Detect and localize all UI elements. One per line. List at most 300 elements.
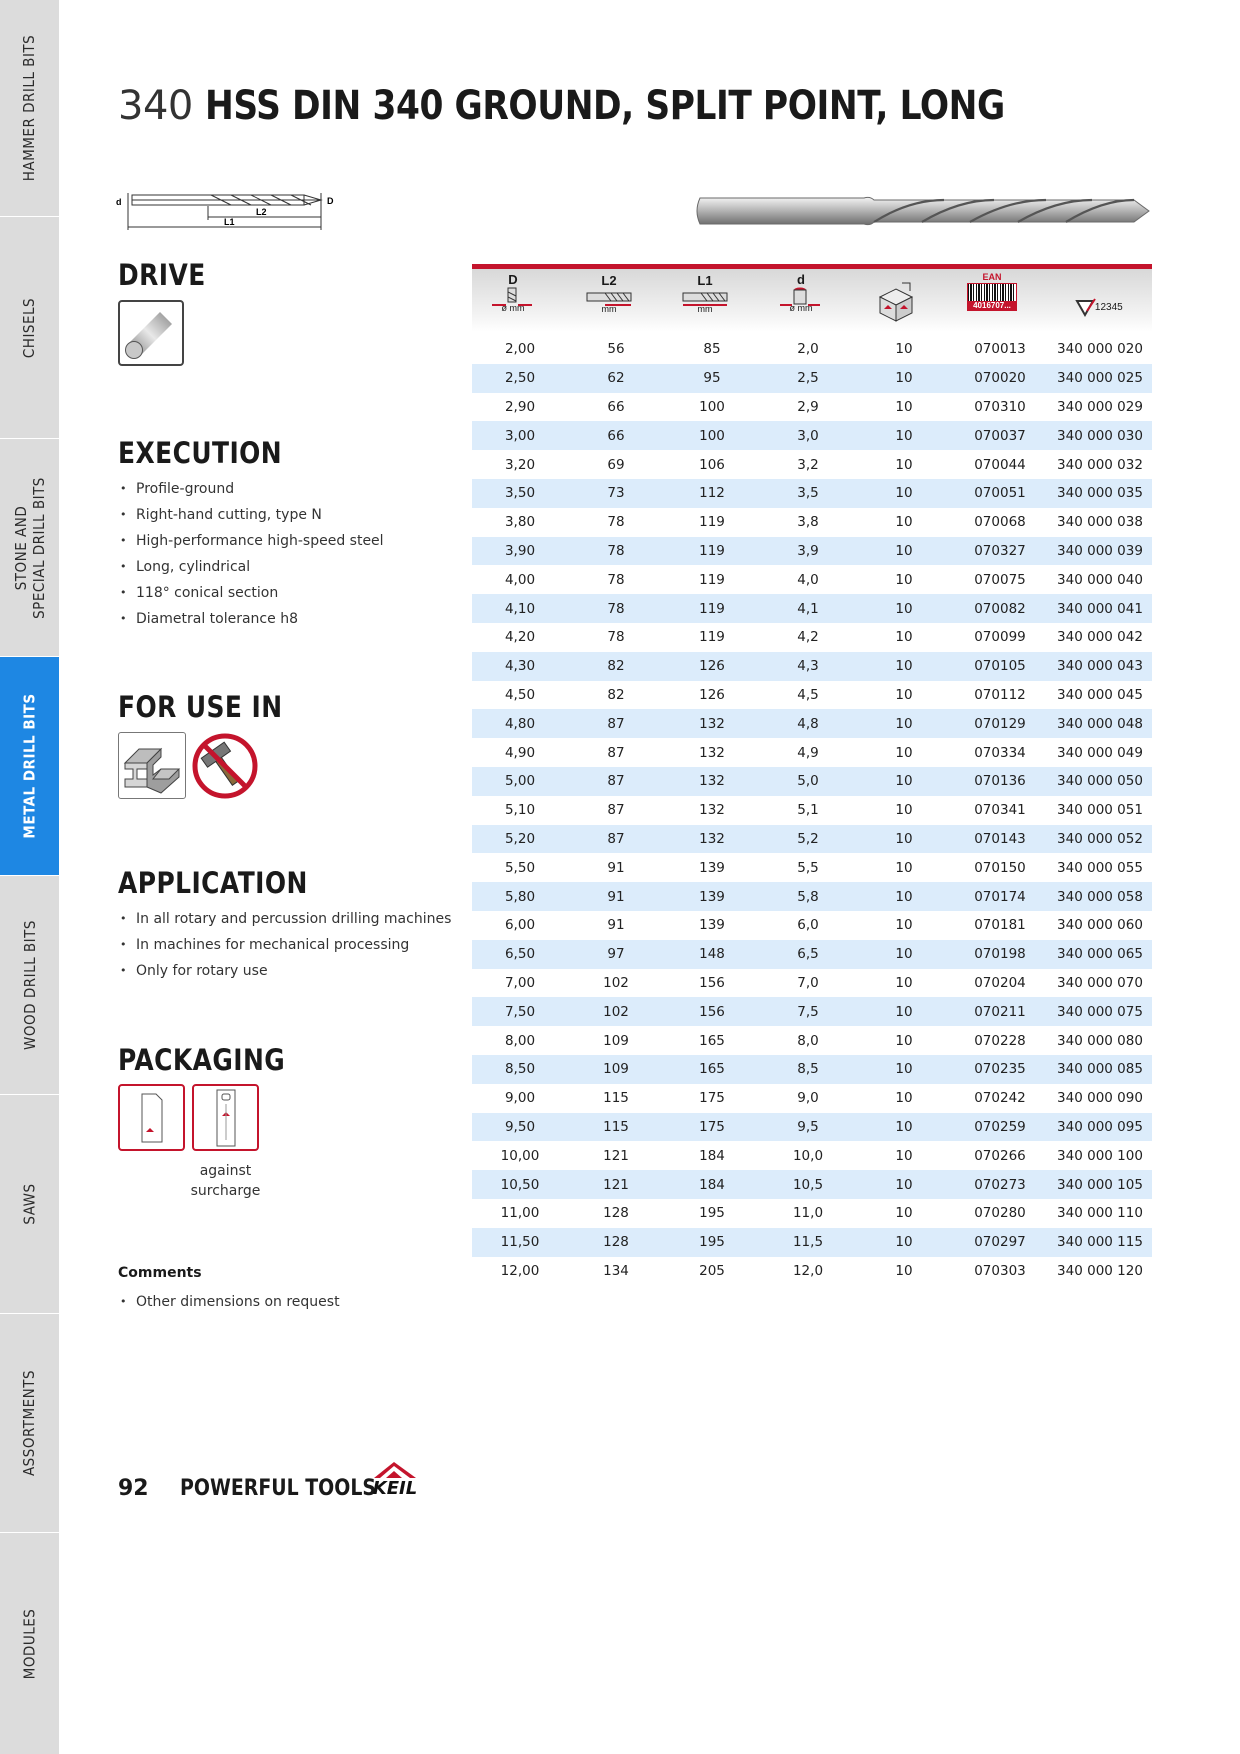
cell-article-no: 340 000 080: [1057, 1032, 1143, 1049]
col-header-L2: [569, 273, 649, 331]
keil-roof-icon: [370, 1460, 420, 1480]
cell-article-no: 340 000 045: [1057, 686, 1143, 703]
cell-l1: 156: [664, 997, 760, 1026]
cell-pack-qty: 10: [895, 1262, 913, 1279]
sidebar-item-label: CHISELS: [20, 297, 39, 358]
cell-pack-qty: 10: [856, 709, 952, 738]
table-row: [472, 738, 1152, 767]
drill-bit-image: [694, 192, 1154, 230]
cell-article-no: 340 000 100: [1057, 1147, 1143, 1164]
cell-pack-qty: 10: [895, 1090, 913, 1107]
cell-d-diameter: 4,50: [504, 686, 536, 703]
cell-d-diameter: 3,50: [472, 479, 568, 508]
cell-d-diameter: 3,00: [472, 421, 568, 450]
cell-pack-qty: 10: [856, 1228, 952, 1257]
cell-shank-diameter: 4,9: [797, 744, 819, 761]
cell-article-no: 340 000 035: [1048, 479, 1152, 508]
article-number-sample: 12345: [1094, 301, 1123, 313]
cell-l1: 132: [664, 825, 760, 854]
cell-d-diameter: 7,00: [504, 974, 536, 991]
table-header: [472, 264, 1152, 332]
col-header-label: L1: [697, 273, 713, 288]
cell-d-diameter: 6,50: [472, 940, 568, 969]
sidebar-item-label: HAMMER DRILL BITS: [20, 34, 39, 182]
list-item: • Other dimensions on request: [118, 1289, 340, 1315]
ean-code: 4016707...: [967, 301, 1017, 311]
metal-material-icon: [118, 732, 186, 799]
cell-d-diameter: 9,50: [472, 1113, 568, 1142]
cell-l2: 78: [568, 537, 664, 566]
cell-l1: 119: [699, 571, 725, 588]
cell-l1: 156: [699, 974, 725, 991]
cell-pack-qty: 10: [856, 1170, 952, 1199]
cell-l2: 78: [607, 514, 625, 531]
sidebar-item-label: [12, 477, 48, 619]
cell-pack-qty: 10: [895, 1205, 913, 1222]
cell-l2: 87: [568, 825, 664, 854]
hanging-pack-icon: [192, 1084, 259, 1151]
cell-l1: 126: [699, 686, 725, 703]
cell-shank-diameter: 9,0: [797, 1090, 819, 1107]
cell-article-no: 340 000 042: [1057, 629, 1143, 646]
cell-l1: 139: [699, 917, 725, 934]
cell-shank-diameter: 3,2: [797, 456, 819, 473]
cell-pack-qty: 10: [895, 629, 913, 646]
cell-l2: 78: [607, 571, 625, 588]
cell-shank-diameter: 9,5: [760, 1113, 856, 1142]
cell-ean: 070075: [974, 571, 1026, 588]
cell-d-diameter: 12,00: [500, 1262, 540, 1279]
cell-l2: 56: [607, 341, 625, 358]
cell-article-no: 340 000 049: [1057, 744, 1143, 761]
table-row: [472, 537, 1152, 566]
table-row: [472, 1228, 1152, 1257]
table-row: [472, 450, 1152, 479]
sidebar-item-label: METAL DRILL BITS: [20, 693, 39, 839]
cell-ean: 070143: [952, 825, 1048, 854]
sidebar-item-label: WOOD DRILL BITS: [20, 920, 39, 1050]
cell-ean: 070273: [952, 1170, 1048, 1199]
application-heading: APPLICATION: [118, 866, 308, 900]
no-hammer-icon: [190, 732, 260, 800]
cell-l1: 184: [699, 1147, 725, 1164]
cell-ean: 070327: [952, 537, 1048, 566]
comments-list: [118, 1289, 340, 1315]
cell-d-diameter: 11,00: [500, 1205, 540, 1222]
table-row: [472, 565, 1152, 594]
cell-article-no: 340 000 120: [1057, 1262, 1143, 1279]
cell-ean: 070068: [974, 514, 1026, 531]
cell-l2: 66: [607, 398, 625, 415]
table-row: [472, 969, 1152, 998]
cell-d-diameter: 5,10: [504, 802, 536, 819]
packaging-note-line2: surcharge: [190, 1183, 261, 1199]
cell-l1: 95: [664, 364, 760, 393]
cell-ean: 070198: [952, 940, 1048, 969]
cell-d-diameter: 10,00: [500, 1147, 540, 1164]
table-row: [472, 479, 1152, 508]
sidebar-item-wood-drill-bits[interactable]: [0, 876, 59, 1095]
cell-l2: 115: [603, 1090, 629, 1107]
cell-l1: 195: [664, 1228, 760, 1257]
cell-shank-diameter: 5,1: [797, 802, 819, 819]
cell-l1: 175: [699, 1090, 725, 1107]
cell-l1: 165: [664, 1055, 760, 1084]
table-row: [472, 1257, 1152, 1286]
cell-ean: 070297: [952, 1228, 1048, 1257]
cell-ean: 070280: [974, 1205, 1026, 1222]
cell-pack-qty: 10: [856, 479, 952, 508]
cell-shank-diameter: 11,0: [792, 1205, 824, 1222]
cell-d-diameter: 4,10: [472, 594, 568, 623]
cell-l1: 195: [699, 1205, 725, 1222]
cell-l1: 184: [664, 1170, 760, 1199]
cell-l2: 91: [607, 917, 625, 934]
cell-l2: 109: [603, 1032, 629, 1049]
cell-article-no: 340 000 115: [1048, 1228, 1152, 1257]
cell-l2: 121: [568, 1170, 664, 1199]
col-header-ean: [952, 273, 1032, 331]
cell-ean: 070044: [974, 456, 1026, 473]
cell-pack-qty: 10: [895, 802, 913, 819]
cell-pack-qty: 10: [895, 571, 913, 588]
cell-l2: 91: [607, 859, 625, 876]
cell-l2: 109: [568, 1055, 664, 1084]
cell-article-no: 340 000 029: [1057, 398, 1143, 415]
cell-d-diameter: 4,00: [504, 571, 536, 588]
cell-d-diameter: 7,50: [472, 997, 568, 1026]
cell-shank-diameter: 4,3: [760, 652, 856, 681]
cell-d-diameter: 11,50: [472, 1228, 568, 1257]
packaging-note: [188, 1161, 263, 1201]
cell-article-no: 340 000 058: [1048, 882, 1152, 911]
pack-quantity-icon: [874, 279, 918, 323]
table-row: [472, 997, 1152, 1026]
cell-l1: 119: [664, 537, 760, 566]
sidebar-item-saws[interactable]: [0, 1095, 59, 1314]
cell-l2: 66: [568, 421, 664, 450]
table-row: [472, 882, 1152, 911]
execution-heading: EXECUTION: [118, 436, 283, 470]
cell-ean: 070174: [952, 882, 1048, 911]
col-header-unit: ø mm: [501, 303, 525, 313]
diagram-label-d: d: [116, 197, 122, 207]
keil-logo: [370, 1460, 420, 1500]
cell-l1: 148: [664, 940, 760, 969]
cell-shank-diameter: 4,1: [760, 594, 856, 623]
cell-ean: 070266: [974, 1147, 1026, 1164]
table-row: [472, 652, 1152, 681]
cell-ean: 070105: [952, 652, 1048, 681]
table-row: [472, 623, 1152, 652]
page-footer: [118, 1476, 408, 1501]
table-row: [472, 853, 1152, 882]
packaging-note-line1: against: [199, 1163, 252, 1179]
col-header-L1: [665, 273, 745, 331]
cell-pack-qty: 10: [895, 398, 913, 415]
cell-l2: 97: [568, 940, 664, 969]
cell-ean: 070334: [974, 744, 1026, 761]
cell-article-no: 340 000 032: [1057, 456, 1143, 473]
cell-pack-qty: 10: [856, 594, 952, 623]
cell-ean: 070037: [952, 421, 1048, 450]
single-pack-icon: [118, 1084, 185, 1151]
table-row: [472, 911, 1152, 940]
cell-ean: 070051: [952, 479, 1048, 508]
table-row: [472, 1199, 1152, 1228]
list-item: • In all rotary and percussion drilling machines: [118, 906, 451, 932]
cell-shank-diameter: 7,0: [797, 974, 819, 991]
cell-l2: 82: [607, 686, 625, 703]
cell-article-no: 340 000 048: [1048, 709, 1152, 738]
cell-l1: 175: [664, 1113, 760, 1142]
col-header-article: [1048, 273, 1148, 331]
cell-pack-qty: 10: [856, 537, 952, 566]
cell-l2: 87: [607, 802, 625, 819]
cell-pack-qty: 10: [856, 421, 952, 450]
cell-pack-qty: 10: [895, 974, 913, 991]
cell-d-diameter: 5,80: [472, 882, 568, 911]
col-header-D: [473, 273, 553, 331]
cell-article-no: 340 000 041: [1048, 594, 1152, 623]
cell-article-no: 340 000 085: [1048, 1055, 1152, 1084]
cell-article-no: 340 000 025: [1048, 364, 1152, 393]
list-item: • Long, cylindrical: [118, 554, 384, 580]
cell-l1: 132: [699, 802, 725, 819]
sidebar-item-label: ASSORTMENTS: [20, 1369, 39, 1477]
cell-ean: 070310: [974, 398, 1026, 415]
cell-d-diameter: 3,20: [504, 456, 536, 473]
product-table: [472, 335, 1152, 1285]
cell-shank-diameter: 4,0: [797, 571, 819, 588]
cell-ean: 070235: [952, 1055, 1048, 1084]
cell-article-no: 340 000 040: [1057, 571, 1143, 588]
col-header-label: EAN: [982, 272, 1002, 282]
cell-l1: 119: [699, 629, 725, 646]
cell-l2: 82: [568, 652, 664, 681]
footer-tagline: POWERFUL TOOLS: [180, 1476, 377, 1501]
application-list: [118, 906, 451, 984]
cell-shank-diameter: 6,0: [797, 917, 819, 934]
cell-pack-qty: 10: [895, 1147, 913, 1164]
cell-d-diameter: 5,20: [472, 825, 568, 854]
cell-pack-qty: 10: [895, 341, 913, 358]
cell-pack-qty: 10: [856, 652, 952, 681]
drill-dimension-diagram: [116, 190, 346, 232]
cell-pack-qty: 10: [856, 882, 952, 911]
cell-shank-diameter: 2,5: [760, 364, 856, 393]
cell-article-no: 340 000 052: [1048, 825, 1152, 854]
cell-d-diameter: 9,00: [504, 1090, 536, 1107]
cell-l2: 102: [603, 974, 629, 991]
sidebar-item-hammer-drill-bits[interactable]: [0, 0, 59, 217]
cell-l1: 132: [664, 709, 760, 738]
cell-shank-diameter: 4,5: [797, 686, 819, 703]
list-item: • Profile-ground: [118, 476, 384, 502]
cell-article-no: 340 000 055: [1057, 859, 1143, 876]
table-row: [472, 364, 1152, 393]
article-number-icon: [1073, 297, 1097, 319]
cell-l2: 128: [603, 1205, 629, 1222]
col-header-unit: mm: [601, 304, 617, 314]
sidebar-item-label-line1: STONE AND: [11, 505, 30, 590]
barcode-icon: [967, 283, 1017, 301]
list-item: • In machines for mechanical processing: [118, 932, 451, 958]
cell-article-no: 340 000 051: [1057, 802, 1143, 819]
table-row: [472, 393, 1152, 422]
cell-article-no: 340 000 075: [1048, 997, 1152, 1026]
cell-l1: 205: [699, 1262, 725, 1279]
cell-shank-diameter: 5,0: [760, 767, 856, 796]
cell-l1: 139: [664, 882, 760, 911]
cell-ean: 070341: [974, 802, 1026, 819]
for-use-in-heading: FOR USE IN: [118, 690, 283, 724]
cell-l1: 132: [664, 767, 760, 796]
cell-l2: 87: [568, 767, 664, 796]
diagram-label-L2: L2: [256, 207, 267, 217]
cell-ean: 070020: [952, 364, 1048, 393]
cell-shank-diameter: 3,9: [760, 537, 856, 566]
cell-pack-qty: 10: [895, 744, 913, 761]
product-name: HSS DIN 340 GROUND, SPLIT POINT, LONG: [205, 83, 1005, 129]
cell-article-no: 340 000 090: [1057, 1090, 1143, 1107]
cell-d-diameter: 10,50: [472, 1170, 568, 1199]
list-item: • 118° conical section: [118, 580, 384, 606]
col-header-label: d: [797, 272, 805, 287]
cell-pack-qty: 10: [895, 686, 913, 703]
comments-heading: Comments: [118, 1265, 202, 1281]
cell-l1: 119: [664, 594, 760, 623]
cell-ean: 070211: [952, 997, 1048, 1026]
table-row: [472, 1084, 1152, 1113]
cell-shank-diameter: 2,9: [797, 398, 819, 415]
cell-l1: 132: [699, 744, 725, 761]
cell-ean: 070112: [974, 686, 1026, 703]
table-row: [472, 1026, 1152, 1055]
table-row: [472, 1170, 1152, 1199]
cell-d-diameter: 3,90: [472, 537, 568, 566]
cell-article-no: 340 000 050: [1048, 767, 1152, 796]
list-item: • Diametral tolerance h8: [118, 606, 384, 632]
cell-pack-qty: 10: [856, 997, 952, 1026]
page-number: 92: [118, 1476, 149, 1501]
cell-l2: 87: [607, 744, 625, 761]
sidebar-item-stone-special-drill-bits[interactable]: [0, 439, 59, 657]
cell-article-no: 340 000 030: [1048, 421, 1152, 450]
table-row: [472, 681, 1152, 710]
cell-ean: 070136: [952, 767, 1048, 796]
cell-d-diameter: 4,80: [472, 709, 568, 738]
list-item: • Right-hand cutting, type N: [118, 502, 384, 528]
cell-shank-diameter: 5,5: [797, 859, 819, 876]
cell-d-diameter: 6,00: [504, 917, 536, 934]
cell-d-diameter: 3,80: [504, 514, 536, 531]
cell-pack-qty: 10: [856, 1055, 952, 1084]
cell-shank-diameter: 8,0: [797, 1032, 819, 1049]
cell-l2: 134: [603, 1262, 629, 1279]
cell-l2: 78: [607, 629, 625, 646]
cell-d-diameter: 4,90: [504, 744, 536, 761]
cell-ean: 070129: [952, 709, 1048, 738]
cell-d-diameter: 8,00: [504, 1032, 536, 1049]
sidebar-item-chisels[interactable]: [0, 217, 59, 439]
table-row: [472, 1113, 1152, 1142]
cell-l1: 119: [699, 514, 725, 531]
cell-d-diameter: 8,50: [472, 1055, 568, 1084]
table-row: [472, 709, 1152, 738]
table-row: [472, 1141, 1152, 1170]
product-table-body: [472, 335, 1152, 1285]
cell-shank-diameter: 3,0: [760, 421, 856, 450]
cell-ean: 070099: [974, 629, 1026, 646]
cell-article-no: 340 000 043: [1048, 652, 1152, 681]
table-row: [472, 796, 1152, 825]
cell-ean: 070181: [974, 917, 1026, 934]
cell-pack-qty: 10: [895, 514, 913, 531]
cell-pack-qty: 10: [895, 859, 913, 876]
col-header-label: D: [508, 272, 518, 287]
cell-shank-diameter: 4,2: [797, 629, 819, 646]
cell-l1: 112: [664, 479, 760, 508]
cell-shank-diameter: 2,0: [797, 341, 819, 358]
cell-l1: 100: [699, 398, 725, 415]
cell-l2: 69: [607, 456, 625, 473]
diagram-label-L1: L1: [224, 217, 235, 227]
cell-d-diameter: 4,20: [504, 629, 536, 646]
sidebar-item-assortments[interactable]: [0, 1314, 59, 1533]
sidebar-item-metal-drill-bits[interactable]: [0, 657, 59, 876]
table-row: [472, 767, 1152, 796]
cell-l1: 100: [664, 421, 760, 450]
cell-shank-diameter: 10,5: [760, 1170, 856, 1199]
cell-ean: 070013: [974, 341, 1026, 358]
col-header-d: [761, 273, 841, 331]
cell-article-no: 340 000 038: [1057, 514, 1143, 531]
cell-article-no: 340 000 020: [1057, 341, 1143, 358]
cell-l2: 102: [568, 997, 664, 1026]
col-header-unit: ø mm: [789, 303, 813, 313]
cell-article-no: 340 000 110: [1057, 1205, 1143, 1222]
cell-pack-qty: 10: [856, 767, 952, 796]
table-row: [472, 335, 1152, 364]
packaging-heading: PACKAGING: [118, 1043, 286, 1077]
cell-shank-diameter: 4,8: [760, 709, 856, 738]
cell-shank-diameter: 7,5: [760, 997, 856, 1026]
cell-d-diameter: 2,00: [504, 341, 536, 358]
table-row: [472, 508, 1152, 537]
table-row: [472, 421, 1152, 450]
drive-heading: DRIVE: [118, 258, 206, 292]
table-row: [472, 594, 1152, 623]
cell-l2: 78: [568, 594, 664, 623]
sidebar-item-label-line2: SPECIAL DRILL BITS: [29, 476, 48, 619]
cell-ean: 070303: [974, 1262, 1026, 1279]
cell-article-no: 340 000 039: [1048, 537, 1152, 566]
cell-shank-diameter: 5,8: [760, 882, 856, 911]
cell-ean: 070204: [974, 974, 1026, 991]
cell-d-diameter: 2,90: [504, 398, 536, 415]
cell-shank-diameter: 11,5: [760, 1228, 856, 1257]
cell-article-no: 340 000 105: [1048, 1170, 1152, 1199]
cell-l2: 121: [603, 1147, 629, 1164]
cell-d-diameter: 2,50: [472, 364, 568, 393]
sidebar-item-modules[interactable]: [0, 1533, 59, 1754]
cell-ean: 070082: [952, 594, 1048, 623]
cell-article-no: 340 000 065: [1048, 940, 1152, 969]
cell-ean: 070259: [952, 1113, 1048, 1142]
keil-wordmark: KEIL: [372, 1478, 418, 1499]
table-row: [472, 940, 1152, 969]
